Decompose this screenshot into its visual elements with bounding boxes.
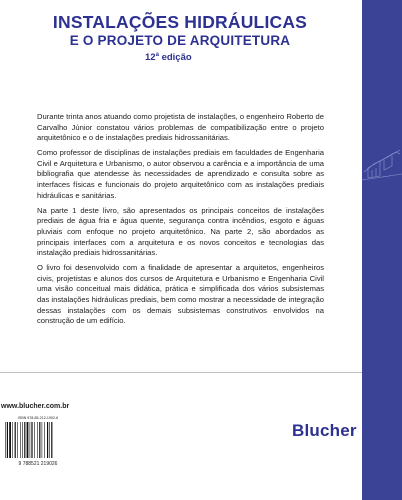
barcode-bar xyxy=(24,422,25,458)
barcode-digits: 9 788521 219026 xyxy=(18,461,58,467)
barcode-bar xyxy=(49,422,50,458)
barcode-bar xyxy=(34,422,35,458)
barcode-bar xyxy=(22,422,23,458)
website-url: www.blucher.com.br xyxy=(1,403,70,410)
synopsis-paragraph: O livro foi desenvolvido com a finalidade de apresentar a arquitetos, engenheiros civis, projetistas e alunos dos cursos de Arquitetura e Urbanismo e Engenharia Civil uma visão conceitual mais didática, prática e simplificada dos vários subsistemas das instalações hidráulicas prediais, bem como mostrar a necessidade de integração dessas instalações com os demais subsistemas construtivos envolvidos na construção de um edifício. xyxy=(37,263,324,326)
barcode-bar xyxy=(15,422,16,458)
isbn-text: ISBN 978-85-212-1902-6 xyxy=(17,416,59,420)
barcode-bar xyxy=(17,422,18,458)
barcode-bar xyxy=(12,422,13,458)
book-title: INSTALAÇÕES HIDRÁULICAS xyxy=(52,12,308,32)
book-subtitle: E O PROJETO DE ARQUITETURA xyxy=(69,33,291,48)
edition-label xyxy=(145,52,192,63)
barcode-bar xyxy=(47,422,48,458)
title-block xyxy=(0,12,360,49)
barcode-bar xyxy=(9,422,11,458)
barcode-bar xyxy=(7,422,8,458)
barcode xyxy=(1,413,75,467)
edition-word: edição xyxy=(161,52,192,64)
barcode-bar xyxy=(39,422,40,458)
synopsis-paragraph: Durante trinta anos atuando como projetista de instalações, o engenheiro Roberto de Carvalho Júnior constatou vários problemas de compatibilização entre o projeto arquitetônico e o de instalações prediais hidrossanitárias. xyxy=(37,112,324,143)
publisher-logo: Blucher xyxy=(292,421,357,440)
barcode-bar xyxy=(30,422,31,458)
barcode-bar xyxy=(31,422,32,458)
edition-number: 12 xyxy=(145,52,156,64)
barcode-bar xyxy=(20,422,21,458)
edition-ordinal: a xyxy=(155,52,159,58)
barcode-bar xyxy=(37,422,38,458)
synopsis xyxy=(37,112,324,331)
divider-line xyxy=(0,372,362,373)
barcode-bar xyxy=(27,422,29,458)
spine-panel xyxy=(362,0,402,500)
barcode-bar xyxy=(51,422,52,458)
synopsis-paragraph: Como professor de disciplinas de instalações prediais em faculdades de Engenharia Civil e Arquitetura e Urbanismo, o autor observou a carência e a importância de uma bibliografia que atendesse às necessidades de aprendizado e consulta sobre as interfaces físicas e funcionais do projeto arquitetônico com as instalações prediais hidráulicas e sanitárias. xyxy=(37,148,324,200)
barcode-bar xyxy=(42,422,43,458)
barcode-bar xyxy=(5,422,6,458)
building-sketch-illustration xyxy=(362,120,402,200)
synopsis-paragraph: Na parte 1 deste livro, são apresentados os principais conceitos de instalações prediais de água fria e água quente, segurança contra incêndios, esgoto e águas pluviais com enfoque no projeto arquitetônico. Na parte 2, são abordados as principais interfaces com a arquitetura e os novos conceitos e tecnologias das instalação prediais hidrossanitárias. xyxy=(37,205,324,258)
barcode-bar xyxy=(44,422,45,458)
